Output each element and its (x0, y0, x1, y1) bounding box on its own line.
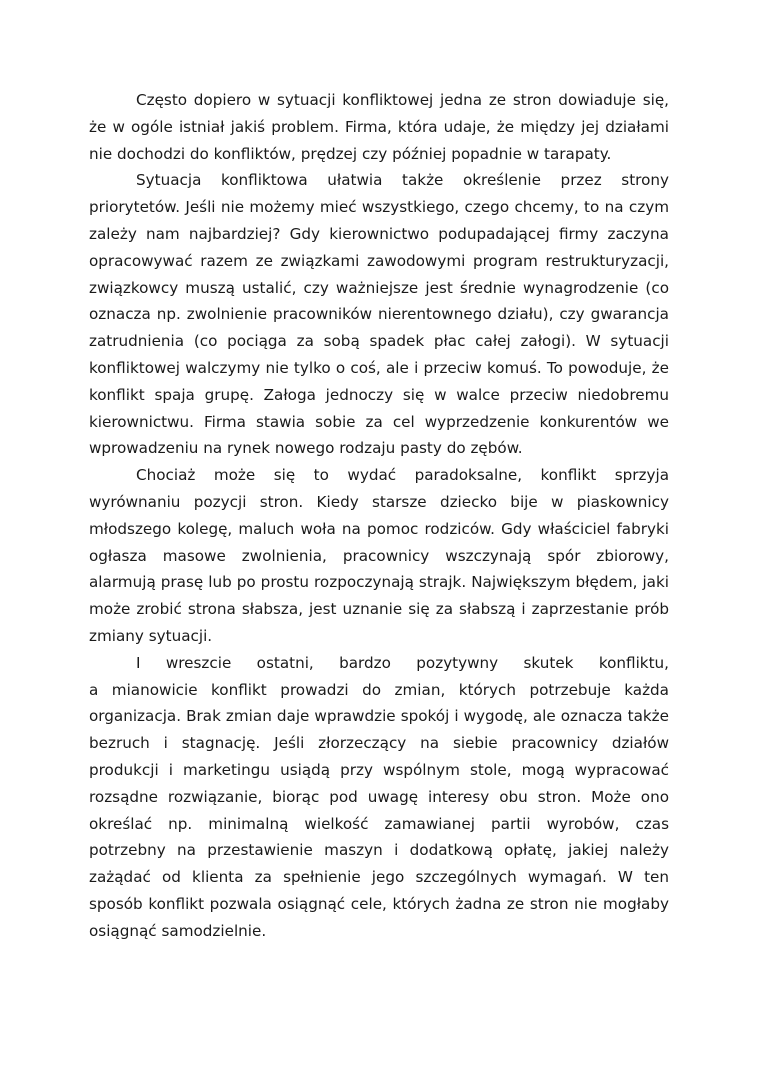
paragraph-4-first-line: I wreszcie ostatni, bardzo pozytywny skutek konfliktu, (136, 653, 669, 672)
paragraph-3: Chociaż może się to wydać paradoksalne, konflikt sprzyja wyrównaniu pozycji stron. Kiedy starsze dziecko bije w piaskownicy młodszego kolegę, maluch woła na pomoc rodziców. Gdy właściciel fabryki ogłasza masowe zwolnienia, pracownicy wszczynają spór zbiorowy, alarmują prasę lub po prostu rozpoczynają strajk. Największym błędem, jaki może zrobić strona słabsza, jest uznanie się za słabszą i zaprzestanie prób zmiany sytuacji. (89, 466, 669, 645)
paragraph-4-body: a mianowicie konflikt prowadzi do zmian, których potrzebuje każda organizacja. Brak zmian daje wprawdzie spokój i wygodę, ale oznacza także bezruch i stagnację. Jeśli złorzeczący na siebie pracownicy działów produkcji i marketingu usiądą przy wspólnym stole, mogą wypracować rozsądne rozwiązanie, biorąc pod uwagę interesy obu stron. Może ono określać np. minimalną wielkość zamawianej partii wyrobów, czas potrzebny na przestawienie maszyn i dodatkową opłatę, jakiej należy zażądać od klienta za spełnienie jego szczególnych wymagań. W ten sposób konflikt pozwala osiągnąć cele, których żadna ze stron nie mogłaby osiągnąć samodzielnie. (89, 680, 669, 940)
paragraph-4 (89, 650, 669, 945)
paragraph-2: Sytuacja konfliktowa ułatwia także określenie przez strony priorytetów. Jeśli nie możemy mieć wszystkiego, czego chcemy, to na czym zależy nam najbardziej? Gdy kierownictwo podupadającej firmy zaczyna opracowywać razem ze związkami zawodowymi program restrukturyzacji, związkowcy muszą ustalić, czy ważniejsze jest średnie wynagrodzenie (co oznacza np. zwolnienie pracowników nierentownego działu), czy gwarancja zatrudnienia (co pociąga za sobą spadek płac całej załogi). W sytuacji konfliktowej walczymy nie tylko o coś, ale i przeciw komuś. To powoduje, że konflikt spaja grupę. Załoga jednoczy się w walce przeciw niedobremu kierownictwu. Firma stawia sobie za cel wyprzedzenie konkurentów we wprowadzeniu na rynek nowego rodzaju pasty do zębów. (89, 171, 669, 458)
paragraph-1: Często dopiero w sytuacji konfliktowej jedna ze stron dowiaduje się, że w ogóle istniał jakiś problem. Firma, która udaje, że między jej działami nie dochodzi do konfliktów, prędzej czy później popadnie w tarapaty. (89, 91, 669, 163)
document-page (89, 87, 669, 945)
